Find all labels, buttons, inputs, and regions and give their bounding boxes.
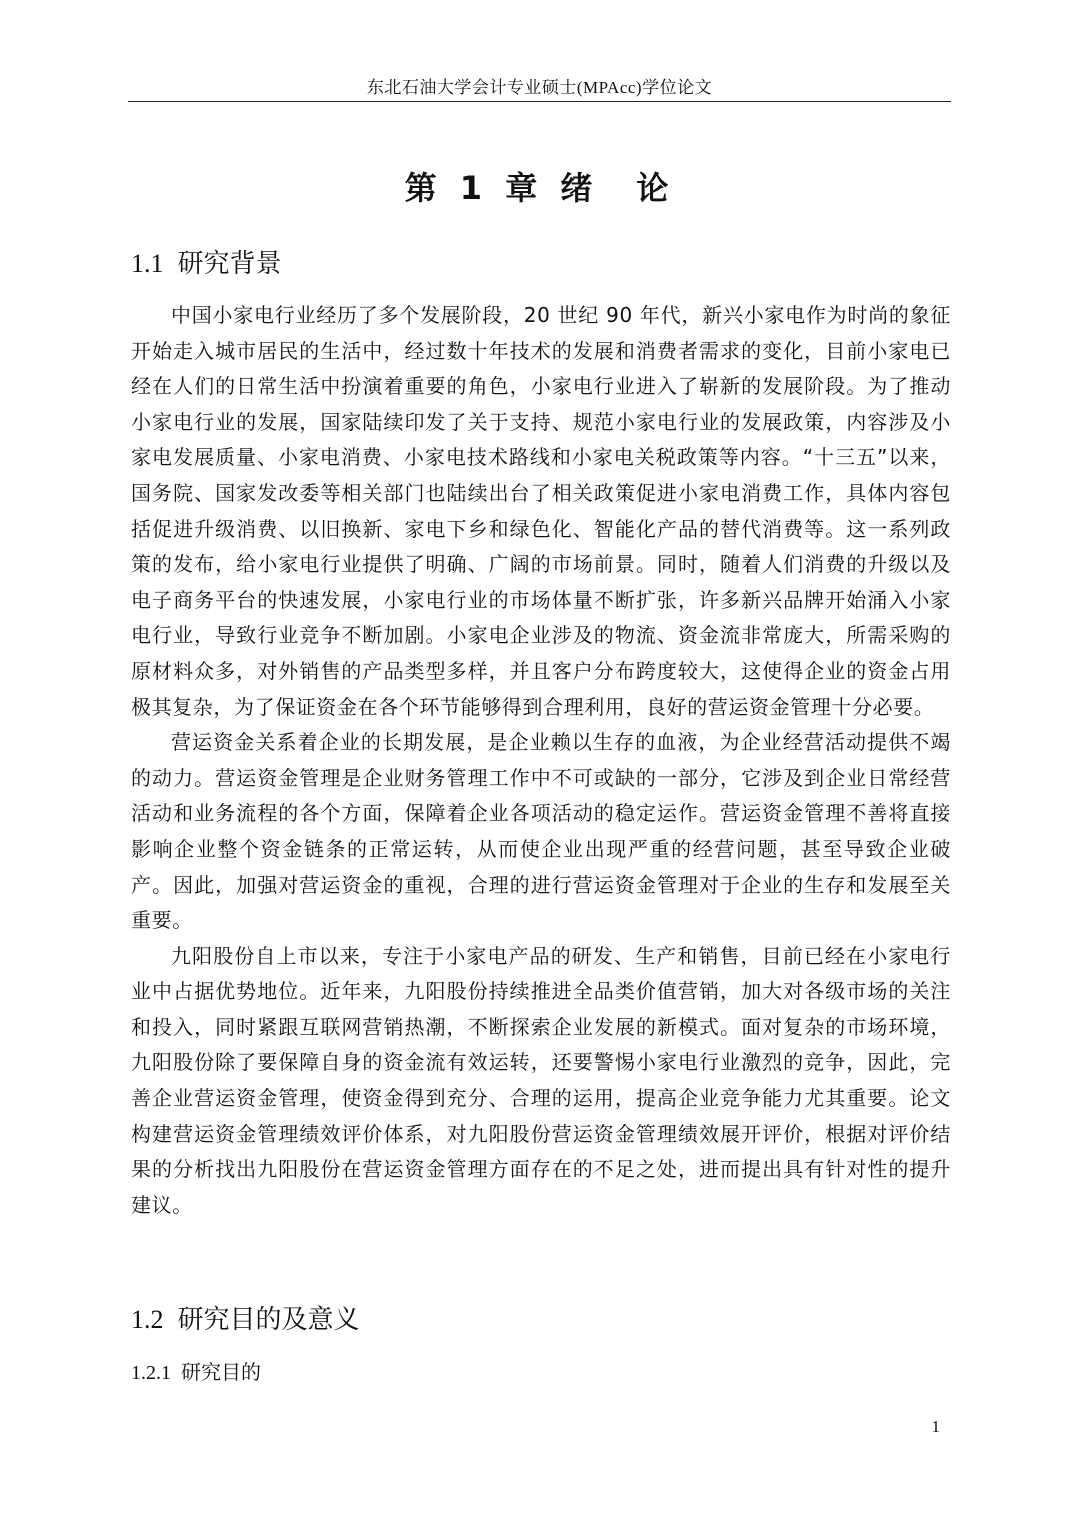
section-number: 1.2 <box>131 1305 164 1334</box>
section-title: 研究背景 <box>177 249 282 279</box>
page-number: 1 <box>931 1417 940 1436</box>
paragraph-3: 九阳股份自上市以来，专注于小家电产品的研发、生产和销售，目前已经在小家电行业中占据优势地位。近年来，九阳股份持续推进全品类价值营销，加大对各级市场的关注和投入，同时紧跟互联网营销热潮，不断探索企业发展的新模式。面对复杂的市场环境，九阳股份除了要保障自身的资金流有效运转，还要警惕小家电行业激烈的竞争，因此，完善企业营运资金管理，使资金得到充分、合理的运用，提高企业竞争能力尤其重要。论文构建营运资金管理绩效评价体系，对九阳股份营运资金管理绩效展开评价，根据对评价结果的分析找出九阳股份在营运资金管理方面存在的不足之处，进而提出具有针对性的提升建议。 <box>131 943 951 1217</box>
subsection-number: 1.2.1 <box>131 1362 171 1384</box>
running-header-text: 东北石油大学会计专业硕士(MPAcc)学位论文 <box>366 78 713 97</box>
section-heading-1-2 <box>131 1300 360 1340</box>
section-heading-1-1 <box>131 244 282 284</box>
subsection-heading-1-2-1 <box>131 1357 261 1388</box>
paragraph-1: 中国小家电行业经历了多个发展阶段，20 世纪 90 年代，新兴小家电作为时尚的象征开始走入城市居民的生活中，经过数十年技术的发展和消费者需求的变化，目前小家电已经在人们的日常生活中扮演着重要的角色，小家电行业进入了崭新的发展阶段。为了推动小家电行业的发展，国家陆续印发了关于支持、规范小家电行业的发展政策，内容涉及小家电发展质量、小家电消费、小家电技术路线和小家电关税政策等内容。“十三五”以来，国务院、国家发改委等相关部门也陆续出台了相关政策促进小家电消费工作，具体内容包括促进升级消费、以旧换新、家电下乡和绿色化、智能化产品的替代消费等。这一系列政策的发布，给小家电行业提供了明确、广阔的市场前景。同时，随着人们消费的升级以及电子商务平台的快速发展，小家电行业的市场体量不断扩张，许多新兴品牌开始涌入小家电行业，导致行业竞争不断加剧。小家电企业涉及的物流、资金流非常庞大，所需采购的原材料众多，对外销售的产品类型多样，并且客户分布跨度较大，这使得企业的资金占用极其复杂，为了保证资金在各个环节能够得到合理利用，良好的营运资金管理十分必要。 <box>131 303 951 719</box>
section-body-1-1 <box>131 298 951 1223</box>
running-header <box>128 76 951 102</box>
subsection-title: 研究目的 <box>181 1360 261 1384</box>
chapter-title: 第 1 章 绪 论 <box>404 169 675 207</box>
paragraph-2: 营运资金关系着企业的长期发展，是企业赖以生存的血液，为企业经营活动提供不竭的动力。营运资金管理是企业财务管理工作中不可或缺的一部分，它涉及到企业日常经营活动和业务流程的各个方面，保障着企业各项活动的稳定运作。营运资金管理不善将直接影响企业整个资金链条的正常运转，从而使企业出现严重的经营问题，甚至导致企业破产。因此，加强对营运资金的重视，合理的进行营运资金管理对于企业的生存和发展至关重要。 <box>131 730 951 933</box>
section-number: 1.1 <box>131 249 164 278</box>
section-title: 研究目的及意义 <box>177 1305 360 1335</box>
